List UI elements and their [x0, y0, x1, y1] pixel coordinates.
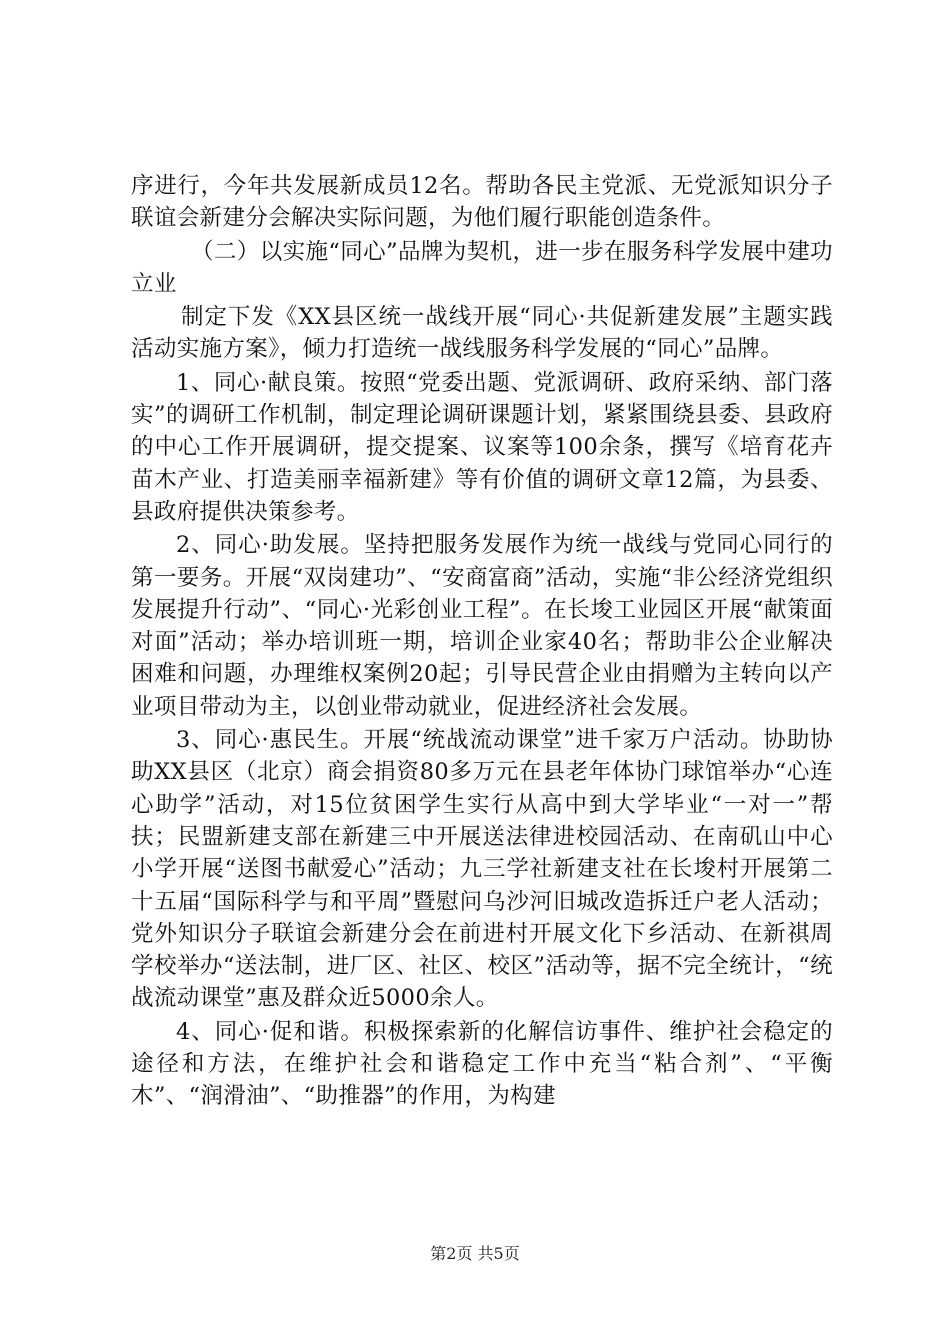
section-heading: （二）以实施“同心”品牌为契机，进一步在服务科学发展中建功立业: [131, 238, 833, 297]
paragraph-item-3: 3、同心·惠民生。开展“统战流动课堂”进千家万户活动。协助协助XX县区（北京）商会捐资80多万元在县老年体协门球馆举办“心连心助学”活动，对15位贫困学生实行从高中到大学毕业“一对一”帮扶；民盟新建支部在新建三中开展送法律进校园活动、在南矶山中心小学开展“送图书献爱心”活动；九三学社新建支社在长埈村开展第二十五届“国际科学与和平周”暨慰问乌沙河旧城改造拆迁户老人活动；党外知识分子联谊会新建分会在前进村开展文化下乡活动、在新祺周学校举办“送法制，进厂区、社区、校区”活动等，据不完全统计，“统战流动课堂”惠及群众近5000余人。: [131, 727, 833, 1012]
paragraph-item-2: 2、同心·助发展。坚持把服务发展作为统一战线与党同心同行的第一要务。开展“双岗建功”、“安商富商”活动，实施“非公经济党组织发展提升行动”、“同心·光彩创业工程”。在长埈工业园区开展“献策面对面”活动；举办培训班一期，培训企业家40名；帮助非公企业解决困难和问题，办理维权案例20起；引导民营企业由捐赠为主转向以产业项目带动为主，以创业带动就业，促进经济社会发展。: [131, 532, 833, 720]
paragraph-item-4: 4、同心·促和谐。积极探索新的化解信访事件、维护社会稳定的途径和方法，在维护社会和谐稳定工作中充当“粘合剂”、“平衡木”、“润滑油”、“助推器”的作用，为构建: [131, 1018, 833, 1110]
document-body: [131, 170, 833, 1114]
page-number-footer: 第2页 共5页: [430, 1244, 520, 1263]
paragraph-item-1: 1、同心·献良策。按照“党委出题、党派调研、政府采纳、部门落实”的调研工作机制，制定理论调研课题计划，紧紧围绕县委、县政府的中心工作开展调研，提交提案、议案等100余条，撰写《培育花卉苗木产业、打造美丽幸福新建》等有价值的调研文章12篇，为县委、县政府提供决策参考。: [131, 369, 833, 525]
paragraph-intro: 制定下发《XX县区统一战线开展“同心·共促新建发展”主题实践活动实施方案》，倾力打造统一战线服务科学发展的“同心”品牌。: [131, 304, 833, 363]
paragraph-continuation: 序进行，今年共发展新成员12名。帮助各民主党派、无党派知识分子联谊会新建分会解决实际问题，为他们履行职能创造条件。: [131, 173, 833, 232]
